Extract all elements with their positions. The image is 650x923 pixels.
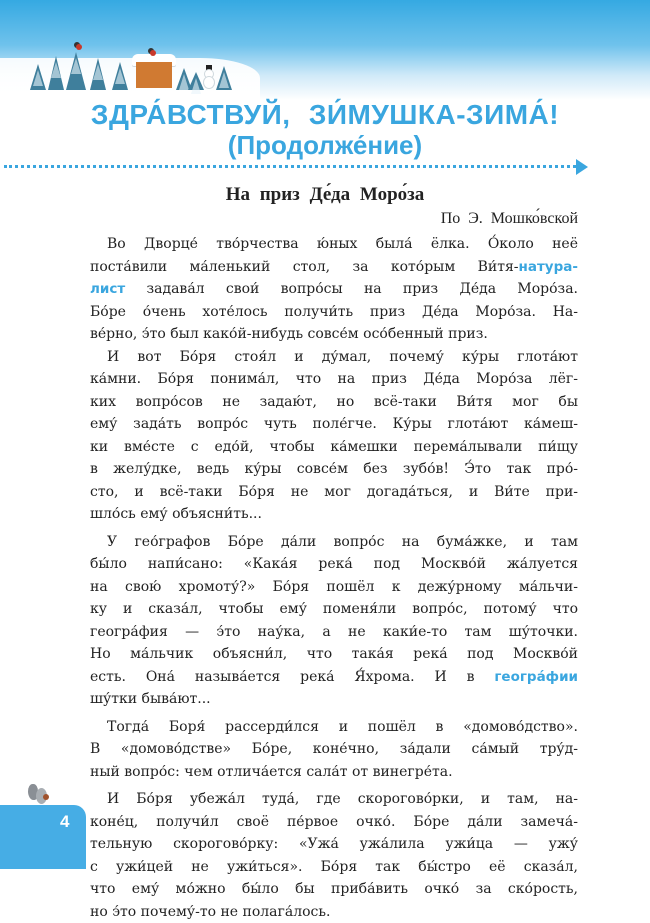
dotted-divider [4, 165, 576, 168]
story-text [90, 233, 578, 923]
text-line: ку и сказа́л, чтобы ему́ поменя́ли вопро́с, потому́ что [90, 598, 578, 621]
text-line: ве́рно, э́то был како́й-нибудь совсе́м осо́бенный приз. [90, 323, 578, 346]
text-line: Но ма́льчик объясни́л, что така́я река́ под Москво́й [90, 643, 578, 666]
fir-tree-icon [66, 52, 86, 90]
fir-tree-icon [90, 58, 106, 90]
text-line: Тогда́ Боря́ рассерди́лся и пошёл в «домово́дство». [90, 716, 578, 739]
text-line: У гео́графов Бо́ре да́ли вопро́с на бума́жке, и там [90, 531, 578, 554]
fir-tree-icon [48, 56, 64, 90]
squirrel-icon [28, 780, 50, 806]
text-line: но э́то почему́-то не полага́лось. [90, 901, 578, 923]
winter-village-illustration [26, 38, 216, 90]
winter-header-banner [0, 0, 650, 100]
story-author: По Э. Мошко́вской [441, 210, 578, 228]
text-line: Во Дворце́ тво́рчества ю́ных была́ ёлка. О́коло неё [90, 233, 578, 256]
chapter-title: ЗДРА́ВСТВУЙ, ЗИ́МУШКА-ЗИМА́! [0, 99, 650, 131]
text-line: И Бо́ря убежа́л туда́, где скорогово́рки, и там, на- [90, 788, 578, 811]
text-line: геогра́фия — э́то нау́ка, а не каки́е-то там шу́точки. [90, 621, 578, 644]
chapter-subtitle: (Продолже́ние) [0, 130, 650, 161]
fir-tree-icon [112, 62, 128, 90]
fir-tree-icon [30, 64, 46, 90]
fir-tree-icon [216, 66, 232, 90]
text-line: коне́ц, получи́л своё пе́рвое очко́. Бо́ре да́ли замеча́- [90, 811, 578, 834]
text-line: ка́мни. Бо́ря понима́л, что на приз Де́да Моро́за лёг- [90, 368, 578, 391]
bullfinch-icon [150, 50, 156, 56]
text-line: ему́ зада́ть вопро́с чуть поле́гче. Ку́ры глота́ют ка́меш- [90, 413, 578, 436]
story-title: На приз Де́да Моро́за [0, 184, 650, 206]
house-icon [136, 62, 172, 88]
text-line: что ему́ мо́жно бы́ло бы приба́вить очко́ за ско́рость, [90, 878, 578, 901]
glossary-word-naturalist[interactable]: натура- [519, 259, 578, 275]
text-line: ких вопро́сов не задаю́т, но всё-таки Ви́тя мог бы [90, 391, 578, 414]
text-line: в желу́дке, ведь ку́ры совсе́м без зубо́в! Э́то так про́- [90, 458, 578, 481]
text-line: ный вопро́с: чем отлича́ется сала́т от винегре́та. [90, 761, 578, 784]
text-line: ки вме́сте с едо́й, чтобы ка́мешки перема́лывали пи́щу [90, 436, 578, 459]
text-line: на свою́ хромоту́?» Бо́ря пошёл к дежу́рному ма́льчи- [90, 576, 578, 599]
text-line: есть. Она́ называ́ется река́ Я́хрома. И в геогра́фии [90, 666, 578, 689]
text-line: Бо́ре о́чень хоте́лось получи́ть приз Де́да Моро́за. На- [90, 301, 578, 324]
text-line: шу́тки быва́ют... [90, 688, 578, 711]
page-number: 4 [60, 812, 69, 832]
page-number-tab [0, 805, 86, 869]
text-line: поста́вили ма́ленький стол, за кото́рым Ви́тя-натура- [90, 256, 578, 279]
glossary-word-geography[interactable]: геогра́фии [494, 669, 578, 685]
text-line: В «домово́дстве» Бо́ре, коне́чно, за́дали са́мый тру́д- [90, 738, 578, 761]
arrow-right-icon [576, 159, 588, 175]
snowman-icon [204, 64, 214, 88]
text-line: с ужи́цей не ужи́ться». Бо́ря так бы́стро её сказа́л, [90, 856, 578, 879]
text-line: тельную скорогово́рку: «Ужа́ ужа́лила ужи́ца — ужу́ [90, 833, 578, 856]
text-line: сто, и всё-таки Бо́ря не мог догада́ться, и Ви́те при- [90, 481, 578, 504]
glossary-word-naturalist-cont[interactable]: лист [90, 281, 125, 297]
text-line: шло́сь ему́ объясни́ть... [90, 503, 578, 526]
bullfinch-icon [76, 44, 82, 50]
text-line: И вот Бо́ря стоя́л и ду́мал, почему́ ку́ры глота́ют [90, 346, 578, 369]
fir-tree-icon [188, 72, 204, 90]
text-line: бы́ло напи́сано: «Кака́я река́ под Москво́й жа́луется [90, 553, 578, 576]
text-line: лист задава́л свои́ вопро́сы на приз Де́да Моро́за. [90, 278, 578, 301]
